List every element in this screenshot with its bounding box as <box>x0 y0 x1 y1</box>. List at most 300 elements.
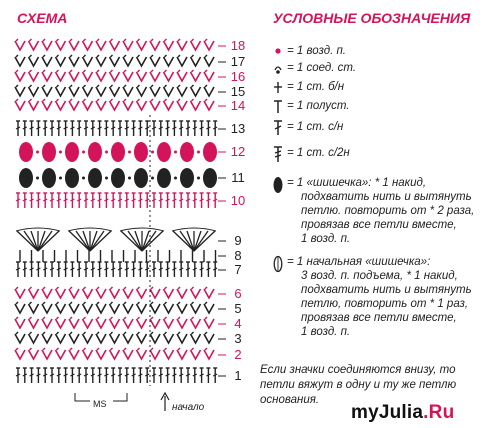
legend-text-block <box>287 255 472 339</box>
v-stitch-5-5 <box>83 304 93 313</box>
v-tick-2-5 <box>84 348 86 350</box>
v-tick-14-2 <box>43 99 45 101</box>
row-number-11: 11 <box>231 170 245 185</box>
slip-icon <box>273 61 287 75</box>
v-tick-3-9 <box>138 332 140 334</box>
bobble-11-2 <box>65 168 79 188</box>
v-tick-6-2 <box>43 287 45 289</box>
v-stitch-5-10 <box>150 304 160 313</box>
row-number-5: 5 <box>234 301 242 316</box>
v-tick-4-7 <box>111 317 113 319</box>
v-stitch-15-14 <box>204 87 214 96</box>
v-stitch-18-6 <box>96 41 106 50</box>
v-stitch-15-1 <box>29 87 39 96</box>
legend-text: = 1 полуст. <box>287 100 350 112</box>
v-tick-3-2 <box>43 332 45 334</box>
v-tick-6-4 <box>70 287 72 289</box>
bobble-11-0 <box>19 168 33 188</box>
v-tick-6-12 <box>178 287 180 289</box>
v-stitch-3-2 <box>42 334 52 343</box>
v-tick-16-12 <box>178 70 180 72</box>
v-stitch-17-7 <box>110 57 120 66</box>
bobble-chain-12-5 <box>151 151 154 154</box>
v-tick-17-13 <box>192 55 194 57</box>
v-stitch-5-9 <box>137 304 147 313</box>
bobble-12-1 <box>42 142 56 162</box>
legend-line: провязав все петли вместе, <box>301 312 457 324</box>
v-stitch-17-4 <box>69 57 79 66</box>
tr-icon <box>273 146 287 160</box>
v-tick-14-3 <box>57 99 59 101</box>
v-tick-18-3 <box>57 39 59 41</box>
ms-label: MS <box>93 399 107 409</box>
v-tick-17-10 <box>151 55 153 57</box>
v-tick-14-10 <box>151 99 153 101</box>
v-stitch-6-7 <box>110 289 120 298</box>
v-tick-4-11 <box>165 317 167 319</box>
v-stitch-15-5 <box>83 87 93 96</box>
v-tick-4-14 <box>205 317 207 319</box>
v-stitch-18-12 <box>177 41 187 50</box>
v-stitch-18-2 <box>42 41 52 50</box>
ms-bracket-right <box>113 393 127 401</box>
shell-stitch-2-5 <box>142 231 156 251</box>
v-stitch-3-10 <box>150 334 160 343</box>
shell-stitch-1-1 <box>76 231 90 251</box>
v-stitch-16-11 <box>164 72 174 81</box>
v-tick-14-14 <box>205 99 207 101</box>
v-tick-15-14 <box>205 85 207 87</box>
v-tick-5-7 <box>111 302 113 304</box>
sc-icon <box>273 80 287 94</box>
v-stitch-5-12 <box>177 304 187 313</box>
v-stitch-14-0 <box>15 101 25 110</box>
v-tick-5-8 <box>124 302 126 304</box>
v-stitch-16-6 <box>96 72 106 81</box>
v-stitch-4-3 <box>56 319 66 328</box>
bobble-12-7 <box>180 142 194 162</box>
row-number-6: 6 <box>234 286 242 301</box>
v-stitch-16-0 <box>15 72 25 81</box>
start-label: начало <box>172 402 205 413</box>
scheme-title: СХЕМА <box>17 10 68 26</box>
v-tick-5-13 <box>192 302 194 304</box>
v-stitch-14-14 <box>204 101 214 110</box>
v-tick-16-1 <box>30 70 32 72</box>
v-stitch-6-3 <box>56 289 66 298</box>
v-stitch-6-1 <box>29 289 39 298</box>
v-tick-14-1 <box>30 99 32 101</box>
v-tick-4-2 <box>43 317 45 319</box>
v-stitch-3-13 <box>191 334 201 343</box>
v-stitch-18-7 <box>110 41 120 50</box>
shell-stitch-0-1 <box>24 231 38 251</box>
v-tick-6-9 <box>138 287 140 289</box>
v-tick-6-10 <box>151 287 153 289</box>
v-stitch-15-7 <box>110 87 120 96</box>
v-tick-4-10 <box>151 317 153 319</box>
v-stitch-17-11 <box>164 57 174 66</box>
v-stitch-18-11 <box>164 41 174 50</box>
v-tick-17-1 <box>30 55 32 57</box>
v-stitch-6-6 <box>96 289 106 298</box>
v-stitch-2-11 <box>164 350 174 359</box>
bobble-11-8 <box>203 168 217 188</box>
v-tick-4-0 <box>16 317 18 319</box>
v-tick-3-1 <box>30 332 32 334</box>
v-stitch-4-4 <box>69 319 79 328</box>
v-stitch-15-3 <box>56 87 66 96</box>
legend-text: = 1 ст. б/н <box>287 81 345 93</box>
row-number-9: 9 <box>234 233 242 248</box>
row-number-17: 17 <box>230 54 246 69</box>
ms-bracket-left <box>75 393 90 401</box>
row-number-1: 1 <box>234 368 242 383</box>
v-tick-18-9 <box>138 39 140 41</box>
v-stitch-6-10 <box>150 289 160 298</box>
v-stitch-2-6 <box>96 350 106 359</box>
shell-stitch-2-1 <box>128 231 142 251</box>
v-stitch-14-13 <box>191 101 201 110</box>
v-stitch-4-8 <box>123 319 133 328</box>
v-stitch-5-8 <box>123 304 133 313</box>
legend-line: петлю, повторить от * 1 раз, <box>301 298 469 310</box>
v-tick-16-10 <box>151 70 153 72</box>
v-tick-2-11 <box>165 348 167 350</box>
v-stitch-4-13 <box>191 319 201 328</box>
legend-line: 1 возд. п. <box>301 233 351 245</box>
v-tick-16-0 <box>16 70 18 72</box>
v-tick-14-9 <box>138 99 140 101</box>
v-tick-5-12 <box>178 302 180 304</box>
v-tick-17-11 <box>165 55 167 57</box>
shell-top-1 <box>68 228 112 231</box>
v-tick-16-3 <box>57 70 59 72</box>
v-stitch-2-13 <box>191 350 201 359</box>
v-stitch-4-11 <box>164 319 174 328</box>
legend-line: подхватить нить и вытянуть <box>301 191 472 203</box>
v-tick-14-4 <box>70 99 72 101</box>
v-tick-16-5 <box>84 70 86 72</box>
v-tick-15-1 <box>30 85 32 87</box>
v-tick-4-1 <box>30 317 32 319</box>
v-stitch-14-6 <box>96 101 106 110</box>
legend-line: петлю. повторить от * 2 раза, <box>301 205 475 217</box>
v-tick-2-2 <box>43 348 45 350</box>
v-stitch-3-1 <box>29 334 39 343</box>
bobble-chain-12-3 <box>105 151 108 154</box>
v-tick-2-1 <box>30 348 32 350</box>
v-stitch-6-13 <box>191 289 201 298</box>
v-tick-17-14 <box>205 55 207 57</box>
v-stitch-3-0 <box>15 334 25 343</box>
bobble-12-4 <box>111 142 125 162</box>
v-stitch-18-1 <box>29 41 39 50</box>
v-stitch-18-10 <box>150 41 160 50</box>
legend-line: 1 возд. п. <box>301 326 351 338</box>
v-tick-3-13 <box>192 332 194 334</box>
v-stitch-5-13 <box>191 304 201 313</box>
shell-stitch-3-5 <box>194 231 208 251</box>
v-stitch-3-11 <box>164 334 174 343</box>
bobble-chain-11-3 <box>105 177 108 180</box>
v-stitch-14-1 <box>29 101 39 110</box>
v-tick-15-6 <box>97 85 99 87</box>
bobble-11-3 <box>88 168 102 188</box>
v-stitch-18-14 <box>204 41 214 50</box>
v-tick-6-11 <box>165 287 167 289</box>
hdc-icon <box>273 99 287 113</box>
bobble-12-3 <box>88 142 102 162</box>
row-number-8: 8 <box>234 248 242 263</box>
v-stitch-16-8 <box>123 72 133 81</box>
legend-text: = 1 возд. п. <box>287 45 347 57</box>
v-stitch-16-14 <box>204 72 214 81</box>
legend-line: провязав все петли вместе, <box>301 219 457 231</box>
v-stitch-14-8 <box>123 101 133 110</box>
v-stitch-18-5 <box>83 41 93 50</box>
v-tick-16-7 <box>111 70 113 72</box>
row-number-10: 10 <box>230 193 246 208</box>
bobble-chain-11-4 <box>128 177 131 180</box>
logo-main: myJulia <box>351 402 424 423</box>
bobble-11-1 <box>42 168 56 188</box>
v-tick-16-11 <box>165 70 167 72</box>
v-tick-3-10 <box>151 332 153 334</box>
v-stitch-16-7 <box>110 72 120 81</box>
v-tick-14-7 <box>111 99 113 101</box>
v-tick-5-0 <box>16 302 18 304</box>
v-tick-14-6 <box>97 99 99 101</box>
v-tick-3-5 <box>84 332 86 334</box>
v-tick-2-9 <box>138 348 140 350</box>
v-stitch-14-7 <box>110 101 120 110</box>
legend-text: = 1 ст. с/н <box>287 121 344 133</box>
v-tick-17-6 <box>97 55 99 57</box>
v-tick-4-8 <box>124 317 126 319</box>
v-stitch-6-9 <box>137 289 147 298</box>
v-tick-16-14 <box>205 70 207 72</box>
v-stitch-3-9 <box>137 334 147 343</box>
bobble-chain-11-5 <box>151 177 154 180</box>
v-tick-4-5 <box>84 317 86 319</box>
dc-icon <box>273 120 287 134</box>
legend-text: = 1 ст. с/2н <box>287 147 350 159</box>
v-stitch-3-3 <box>56 334 66 343</box>
v-tick-16-13 <box>192 70 194 72</box>
v-stitch-6-0 <box>15 289 25 298</box>
v-tick-18-14 <box>205 39 207 41</box>
v-tick-4-13 <box>192 317 194 319</box>
bobble-11-5 <box>134 168 148 188</box>
bobble-chain-11-7 <box>197 177 200 180</box>
v-stitch-5-3 <box>56 304 66 313</box>
v-tick-6-0 <box>16 287 18 289</box>
v-stitch-16-12 <box>177 72 187 81</box>
v-stitch-18-8 <box>123 41 133 50</box>
v-tick-2-10 <box>151 348 153 350</box>
v-tick-17-7 <box>111 55 113 57</box>
v-stitch-16-3 <box>56 72 66 81</box>
v-stitch-5-2 <box>42 304 52 313</box>
v-stitch-4-12 <box>177 319 187 328</box>
v-stitch-5-4 <box>69 304 79 313</box>
v-stitch-16-13 <box>191 72 201 81</box>
bobble-start-icon <box>273 255 287 269</box>
v-stitch-16-10 <box>150 72 160 81</box>
v-tick-16-8 <box>124 70 126 72</box>
v-tick-3-0 <box>16 332 18 334</box>
v-tick-4-4 <box>70 317 72 319</box>
v-tick-14-8 <box>124 99 126 101</box>
v-tick-17-0 <box>16 55 18 57</box>
v-tick-15-7 <box>111 85 113 87</box>
v-tick-3-12 <box>178 332 180 334</box>
v-stitch-17-5 <box>83 57 93 66</box>
v-tick-15-13 <box>192 85 194 87</box>
v-stitch-15-8 <box>123 87 133 96</box>
v-stitch-2-8 <box>123 350 133 359</box>
v-tick-16-9 <box>138 70 140 72</box>
row-number-2: 2 <box>234 347 242 362</box>
v-stitch-2-1 <box>29 350 39 359</box>
v-tick-17-8 <box>124 55 126 57</box>
v-tick-4-6 <box>97 317 99 319</box>
v-tick-18-11 <box>165 39 167 41</box>
v-tick-17-5 <box>84 55 86 57</box>
bobble-11-4 <box>111 168 125 188</box>
v-tick-4-3 <box>57 317 59 319</box>
v-tick-15-11 <box>165 85 167 87</box>
v-tick-5-6 <box>97 302 99 304</box>
v-tick-2-0 <box>16 348 18 350</box>
bobble-11-6 <box>157 168 171 188</box>
row-number-15: 15 <box>230 84 246 99</box>
v-stitch-2-12 <box>177 350 187 359</box>
bobble-chain-11-6 <box>174 177 177 180</box>
v-stitch-17-10 <box>150 57 160 66</box>
bobble-12-2 <box>65 142 79 162</box>
v-tick-15-10 <box>151 85 153 87</box>
v-tick-6-1 <box>30 287 32 289</box>
row-number-14: 14 <box>230 98 246 113</box>
v-stitch-2-7 <box>110 350 120 359</box>
v-tick-16-2 <box>43 70 45 72</box>
v-tick-4-12 <box>178 317 180 319</box>
v-stitch-17-1 <box>29 57 39 66</box>
v-stitch-14-3 <box>56 101 66 110</box>
v-stitch-15-13 <box>191 87 201 96</box>
v-tick-5-4 <box>70 302 72 304</box>
v-stitch-16-4 <box>69 72 79 81</box>
v-tick-2-12 <box>178 348 180 350</box>
v-stitch-4-9 <box>137 319 147 328</box>
legend-line: подхватить нить и вытянуть <box>301 284 472 296</box>
v-stitch-17-12 <box>177 57 187 66</box>
shell-stitch-0-5 <box>38 231 52 251</box>
v-tick-3-8 <box>124 332 126 334</box>
v-stitch-18-4 <box>69 41 79 50</box>
v-tick-18-5 <box>84 39 86 41</box>
v-tick-2-6 <box>97 348 99 350</box>
bobble-chain-11-1 <box>59 177 62 180</box>
v-stitch-17-14 <box>204 57 214 66</box>
v-stitch-6-11 <box>164 289 174 298</box>
v-tick-3-3 <box>57 332 59 334</box>
v-stitch-6-5 <box>83 289 93 298</box>
v-stitch-4-6 <box>96 319 106 328</box>
v-tick-6-7 <box>111 287 113 289</box>
row-number-4: 4 <box>234 316 242 331</box>
legend-text-block <box>287 176 474 246</box>
v-stitch-16-9 <box>137 72 147 81</box>
row-number-16: 16 <box>230 69 246 84</box>
v-stitch-3-14 <box>204 334 214 343</box>
v-tick-17-9 <box>138 55 140 57</box>
v-tick-16-4 <box>70 70 72 72</box>
v-stitch-15-9 <box>137 87 147 96</box>
v-tick-3-4 <box>70 332 72 334</box>
v-tick-18-4 <box>70 39 72 41</box>
v-tick-18-2 <box>43 39 45 41</box>
v-tick-14-5 <box>84 99 86 101</box>
v-stitch-6-12 <box>177 289 187 298</box>
v-tick-5-2 <box>43 302 45 304</box>
v-tick-14-12 <box>178 99 180 101</box>
v-stitch-17-2 <box>42 57 52 66</box>
v-stitch-2-5 <box>83 350 93 359</box>
v-tick-6-13 <box>192 287 194 289</box>
site-logo <box>351 402 454 424</box>
v-stitch-4-10 <box>150 319 160 328</box>
v-stitch-2-10 <box>150 350 160 359</box>
v-tick-18-8 <box>124 39 126 41</box>
v-stitch-17-0 <box>15 57 25 66</box>
v-tick-2-7 <box>111 348 113 350</box>
v-stitch-5-14 <box>204 304 214 313</box>
v-tick-2-4 <box>70 348 72 350</box>
shell-top-0 <box>16 228 60 231</box>
legend-text: = 1 соед. ст. <box>287 62 357 74</box>
bobble-chain-11-0 <box>36 177 39 180</box>
bobble-chain-12-2 <box>82 151 85 154</box>
v-tick-18-12 <box>178 39 180 41</box>
v-tick-15-3 <box>57 85 59 87</box>
v-tick-5-9 <box>138 302 140 304</box>
v-tick-15-4 <box>70 85 72 87</box>
v-tick-14-11 <box>165 99 167 101</box>
v-stitch-2-2 <box>42 350 52 359</box>
v-tick-15-9 <box>138 85 140 87</box>
v-stitch-17-8 <box>123 57 133 66</box>
v-stitch-16-5 <box>83 72 93 81</box>
v-tick-6-8 <box>124 287 126 289</box>
v-stitch-4-14 <box>204 319 214 328</box>
v-stitch-4-2 <box>42 319 52 328</box>
v-stitch-18-13 <box>191 41 201 50</box>
bobble-12-6 <box>157 142 171 162</box>
shell-stitch-3-1 <box>180 231 194 251</box>
v-tick-18-10 <box>151 39 153 41</box>
v-stitch-2-0 <box>15 350 25 359</box>
v-stitch-5-7 <box>110 304 120 313</box>
v-stitch-2-3 <box>56 350 66 359</box>
v-stitch-6-14 <box>204 289 214 298</box>
chain-icon <box>273 44 287 58</box>
shell-stitch-1-5 <box>90 231 104 251</box>
v-stitch-5-1 <box>29 304 39 313</box>
legend-line: = 1 «шишечка»: * 1 накид, <box>287 177 427 189</box>
